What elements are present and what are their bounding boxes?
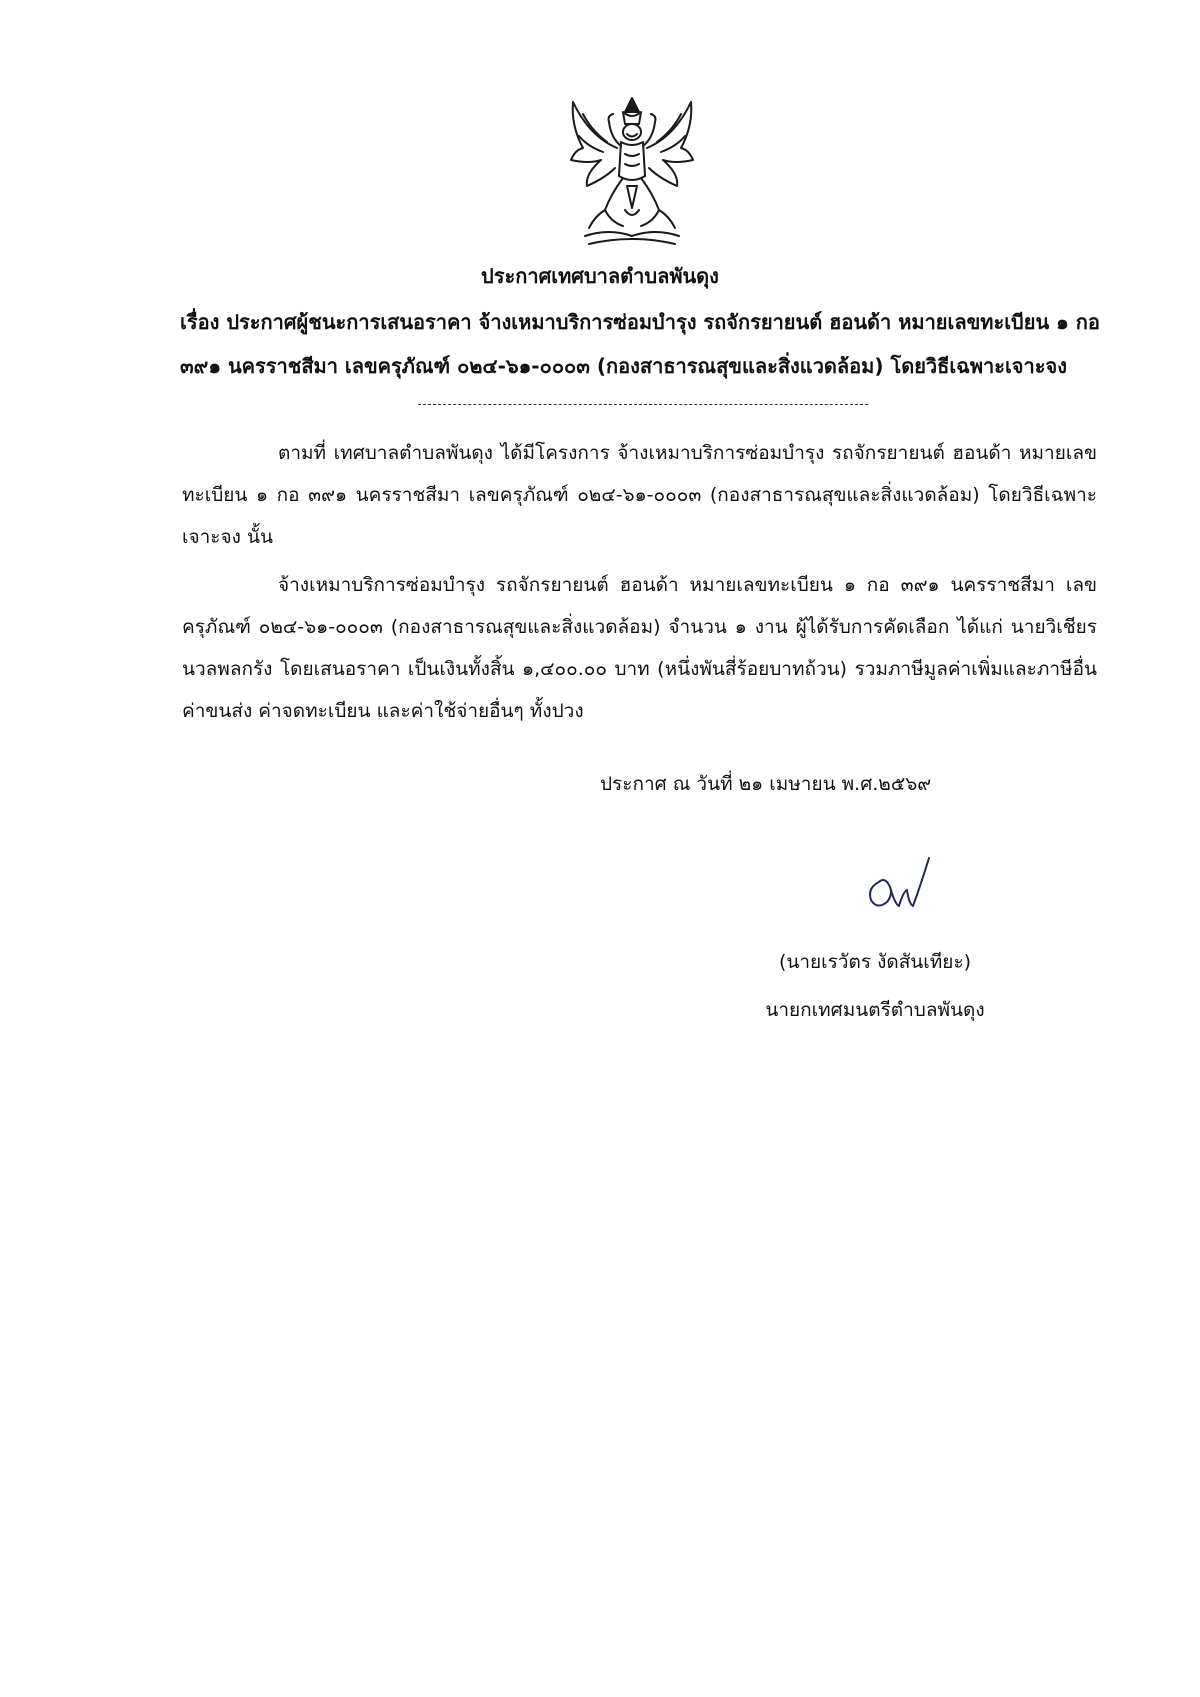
signer-position: นายกเทศมนตรีตำบลพันดุง	[765, 999, 985, 1021]
body-paragraph-1-text: ตามที่ เทศบาลตำบลพันดุง ได้มีโครงการ จ้างเหมาบริการซ่อมบำรุง รถจักรยายนต์ ฮอนด้า หมายเลขทะเบียน ๑ กอ ๓๙๑ นครราชสีมา เลขครุภัณฑ์ ๐๒๔-๖๑-๐๐๐๓ (กองสาธารณสุขและสิ่งแวดล้อม) โดยวิธีเฉพาะเจาะจง นั้น	[182, 442, 1097, 548]
announcement-heading: ประกาศเทศบาลตำบลพันดุง	[481, 264, 719, 288]
separator-line	[418, 404, 868, 405]
subject-line-2: ๓๙๑ นครราชสีมา เลขครุภัณฑ์ ๐๒๔-๖๑-๐๐๐๓ (กองสาธารณสุขและสิ่งแวดล้อม) โดยวิธีเฉพาะเจาะจง	[180, 354, 1067, 378]
garuda-emblem-icon	[565, 90, 700, 250]
subject-line-1: เรื่อง ประกาศผู้ชนะการเสนอราคา จ้างเหมาบริการซ่อมบำรุง รถจักรยายนต์ ฮอนด้า หมายเลขทะเบียน ๑ กอ	[180, 310, 1100, 334]
body-paragraph-1	[182, 432, 1097, 558]
announcement-date: ประกาศ ณ วันที่ ๒๑ เมษายน พ.ศ.๒๕๖๙	[600, 773, 932, 795]
signer-name: (นายเรวัตร งัดสันเทียะ)	[778, 951, 972, 973]
body-paragraph-2-text: จ้างเหมาบริการซ่อมบำรุง รถจักรยายนต์ ฮอนด้า หมายเลขทะเบียน ๑ กอ ๓๙๑ นครราชสีมา เลขครุภัณฑ์ ๐๒๔-๖๑-๐๐๐๓ (กองสาธารณสุขและสิ่งแวดล้อม) จำนวน ๑ งาน ผู้ได้รับการคัดเลือก ได้แก่ นายวิเชียร นวลพลกรัง โดยเสนอราคา เป็นเงินทั้งสิ้น ๑,๔๐๐.๐๐ บาท (หนึ่งพันสี่ร้อยบาทถ้วน) รวมภาษีมูลค่าเพิ่มและภาษีอื่น ค่าขนส่ง ค่าจดทะเบียน และค่าใช้จ่ายอื่นๆ ทั้งปวง	[182, 574, 1097, 722]
handwritten-signature	[865, 848, 950, 918]
body-paragraph-2	[182, 564, 1097, 732]
